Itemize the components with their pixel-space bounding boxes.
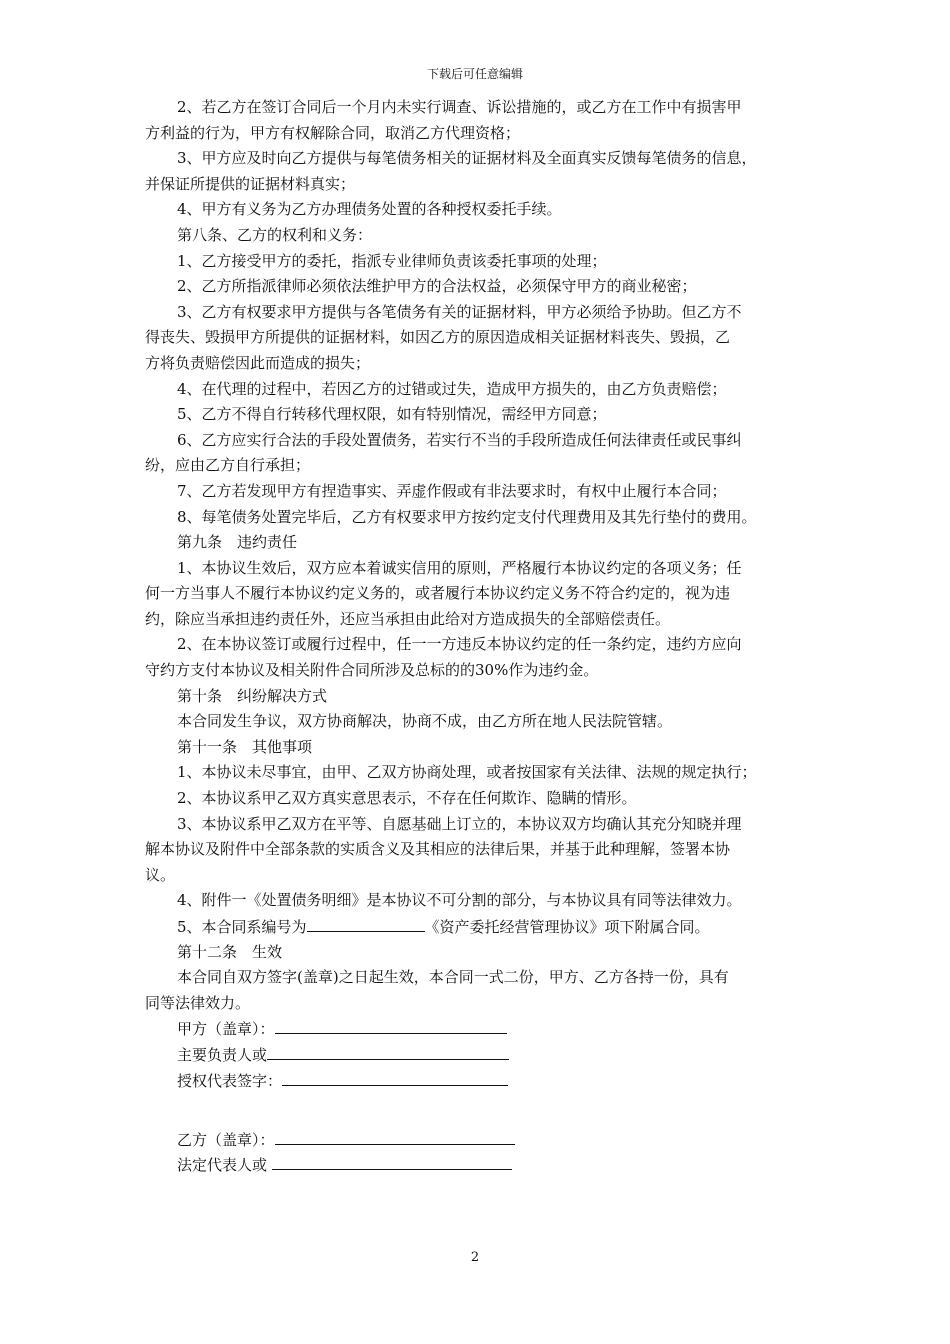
party-b-label: 乙方（盖章）： — [177, 1130, 275, 1149]
party-b-rep-blank — [272, 1152, 512, 1170]
text-line: 何一方当事人不履行本协议约定义务的，或者履行本协议约定义务不符合约定的，视为违 — [145, 584, 731, 603]
text-line: 本合同自双方签字(盖章)之日起生效，本合同一式二份，甲方、乙方各持一份，具有 — [177, 968, 729, 987]
text-line: 纷，应由乙方自行承担； — [145, 456, 311, 475]
text-line: 守约方支付本协议及相关附件合同所涉及总标的的30%作为违约金。 — [145, 661, 599, 680]
text-line: 5、乙方不得自行转移代理权限，如有特别情况，需经甲方同意； — [177, 405, 607, 424]
text-line: 第十一条 其他事项 — [177, 737, 313, 756]
text-line: 方利益的行为，甲方有权解除合同，取消乙方代理资格； — [145, 123, 521, 142]
text-line: 本合同发生争议，双方协商解决，协商不成，由乙方所在地人民法院管辖。 — [177, 712, 673, 731]
text-line: 3、乙方有权要求甲方提供与各笔债务有关的证据材料，甲方必须给予协助。但乙方不 — [177, 302, 742, 321]
text-line: 1、乙方接受甲方的委托，指派专业律师负责该委托事项的处理； — [177, 251, 607, 270]
page-number: 2 — [470, 1250, 480, 1265]
party-a-blank — [275, 1016, 507, 1034]
text-line: 同等法律效力。 — [145, 993, 251, 1012]
party-b-rep-line — [145, 1152, 815, 1178]
text-line: 2、在本协议签订或履行过程中，任一一方违反本协议约定的任一条约定，违约方应向 — [177, 635, 742, 654]
text-line: 2、乙方所指派律师必须依法维护甲方的合法权益，必须保守甲方的商业秘密； — [177, 277, 697, 296]
text-line: 第十条 纠纷解决方式 — [177, 686, 328, 705]
party-a-seal-line — [145, 1016, 815, 1042]
party-a-label: 甲方（盖章）： — [177, 1020, 275, 1039]
clause-5-prefix: 5、本合同系编号为 — [177, 918, 307, 936]
text-line: 1、本协议未尽事宜，由甲、乙双方协商处理，或者按国家有关法律、法规的规定执行； — [177, 763, 757, 782]
party-a-head-label: 主要负责人或 — [177, 1045, 268, 1064]
text-line: 得丧失、毁损甲方所提供的证据材料，如因乙方的原因造成相关证据材料丧失、毁损，乙 — [145, 328, 731, 347]
contract-number-blank — [307, 914, 425, 932]
clause-5-line — [145, 914, 815, 940]
party-b-seal-line — [145, 1127, 815, 1153]
clause-lines-effect — [145, 940, 815, 1017]
party-a-auth-blank — [282, 1068, 508, 1086]
text-line: 4、甲方有义务为乙方办理债务处置的各种授权委托手续。 — [177, 200, 562, 219]
text-line: 并保证所提供的证据材料真实； — [145, 174, 356, 193]
party-a-head-blank — [267, 1042, 509, 1060]
text-line: 解本协议及附件中全部条款的实质含义及其相应的法律后果，并基于此种理解，签署本协 — [145, 840, 731, 859]
text-line: 1、本协议生效后，双方应本着诚实信用的原则，严格履行本协议约定的各项义务；任 — [177, 558, 742, 577]
text-line: 6、乙方应实行合法的手段处置债务，若实行不当的手段所造成任何法律责任或民事纠 — [177, 430, 742, 449]
text-line: 8、每笔债务处置完毕后，乙方有权要求甲方按约定支付代理费用及其先行垫付的费用。 — [177, 507, 757, 526]
text-line: 第八条、乙方的权利和义务： — [177, 225, 373, 244]
text-line: 2、若乙方在签订合同后一个月内未实行调查、诉讼措施的，或乙方在工作中有损害甲 — [177, 98, 742, 116]
party-a-auth-line — [145, 1068, 815, 1094]
text-line: 4、附件一《处置债务明细》是本协议不可分割的部分，与本协议具有同等法律效力。 — [177, 891, 742, 910]
text-line: 4、在代理的过程中，若因乙方的过错或过失，造成甲方损失的，由乙方负责赔偿； — [177, 379, 727, 398]
text-line: 方将负责赔偿因此而造成的损失； — [145, 353, 371, 372]
text-line: 第九条 违约责任 — [177, 533, 298, 552]
party-b-rep-label: 法定代表人或 — [177, 1156, 268, 1175]
text-line: 3、甲方应及时向乙方提供与每笔债务相关的证据材料及全面真实反馈每笔债务的信息， — [177, 149, 757, 168]
clause-5-suffix: 《资产委托经营管理协议》项下附属合同。 — [424, 918, 710, 936]
page-header-note: 下载后可任意编辑 — [426, 67, 523, 81]
contract-body — [145, 95, 815, 1178]
clause-lines — [145, 95, 815, 914]
text-line: 3、本协议系甲乙双方在平等、自愿基础上订立的，本协议双方均确认其充分知晓并理 — [177, 814, 742, 833]
party-a-head-line — [145, 1042, 815, 1068]
text-line: 7、乙方若发现甲方有捏造事实、弄虚作假或有非法要求时，有权中止履行本合同； — [177, 481, 727, 500]
party-b-blank — [275, 1127, 515, 1145]
text-line: 2、本协议系甲乙双方真实意思表示，不存在任何欺诈、隐瞒的情形。 — [177, 789, 637, 808]
text-line: 约，除应当承担违约责任外，还应当承担由此给对方造成损失的全部赔偿责任。 — [145, 609, 671, 628]
text-line: 第十二条 生效 — [177, 942, 283, 961]
text-line: 议。 — [145, 865, 176, 884]
party-a-auth-label: 授权代表签字： — [177, 1071, 283, 1090]
